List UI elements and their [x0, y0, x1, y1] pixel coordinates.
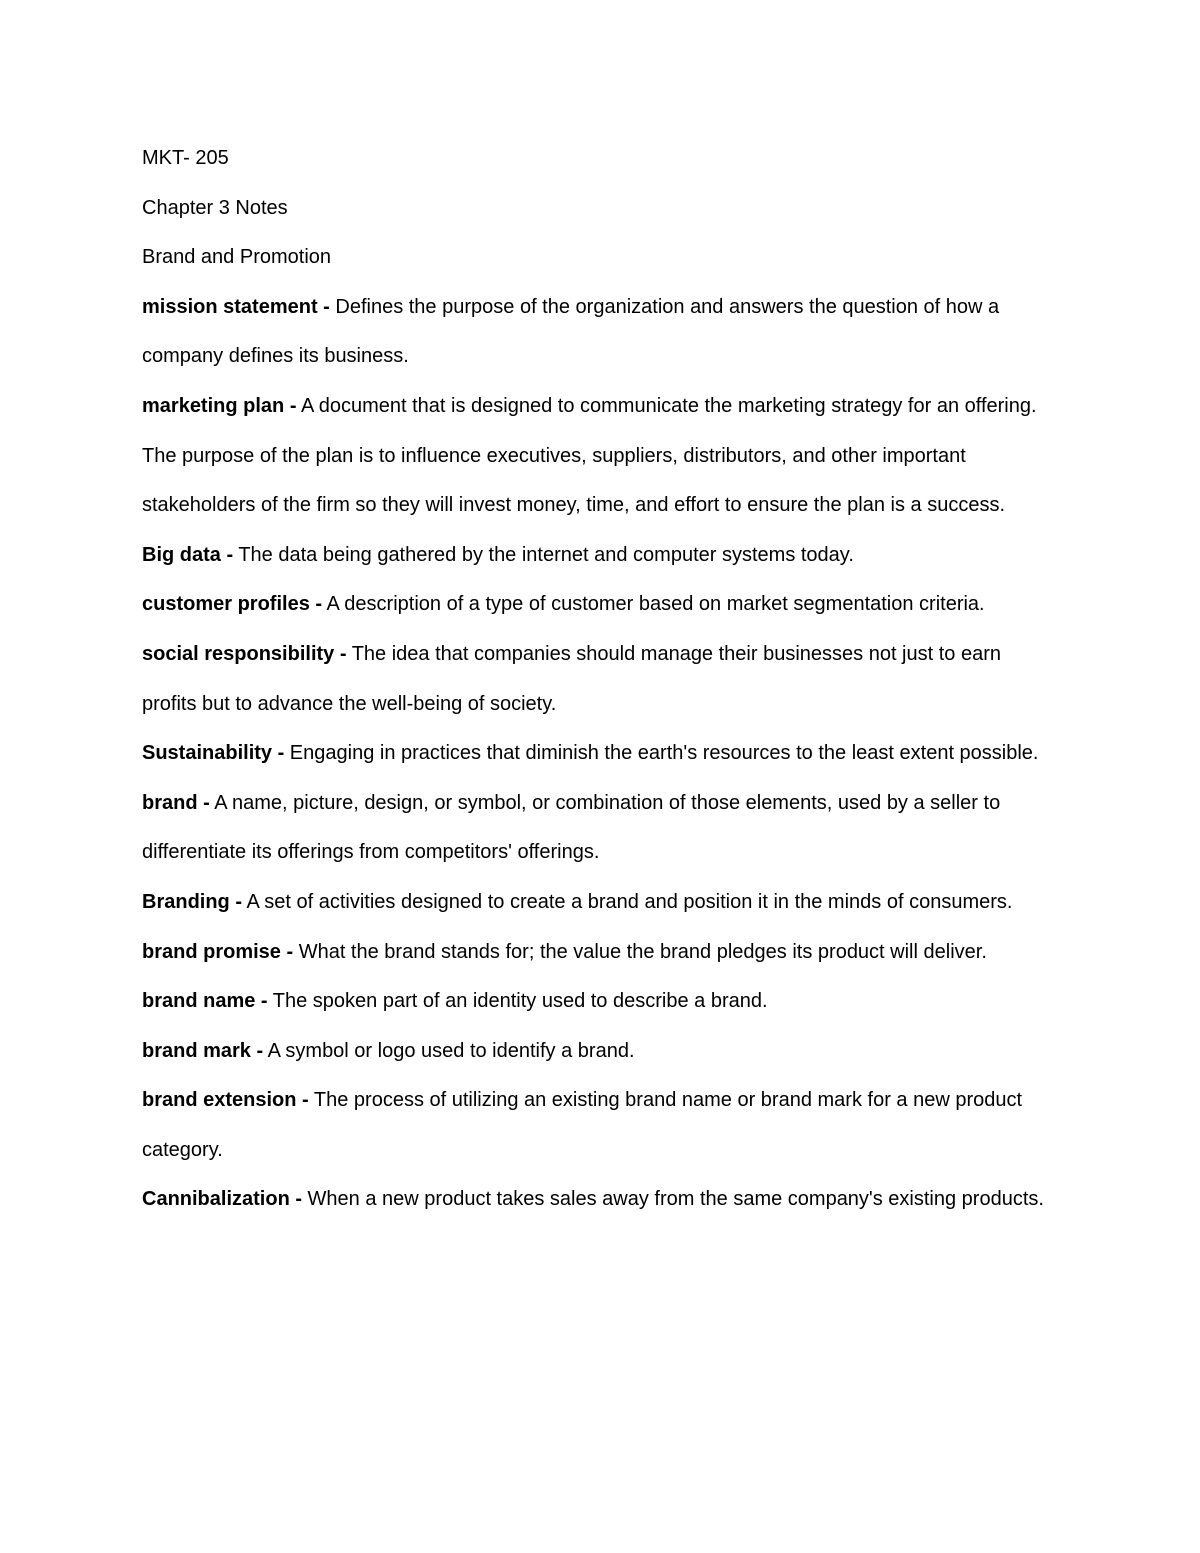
term: customer profiles - [142, 593, 323, 616]
definition: A document that is designed to communicate the marketing strategy for an offering. The purpose of the plan is to influence executives, suppliers, distributors, and other important stakeholders of the firm so they will invest money, time, and effort to ensure the plan is a success. [142, 394, 1037, 517]
definition-entry [142, 928, 1057, 978]
definition-entry [142, 779, 1057, 878]
term: Cannibalization - [142, 1188, 302, 1211]
definition: The spoken part of an identity used to describe a brand. [267, 990, 768, 1013]
term: Big data - [142, 543, 234, 566]
definition-entry [142, 1175, 1057, 1225]
term: Sustainability - [142, 742, 285, 765]
term: brand - [142, 791, 210, 814]
topic-title: Brand and Promotion [142, 246, 332, 269]
chapter-title: Chapter 3 Notes [142, 196, 288, 219]
definition: Engaging in practices that diminish the earth's resources to the least extent possible. [284, 742, 1039, 765]
definition: What the brand stands for; the value the brand pledges its product will deliver. [293, 940, 987, 963]
term: mission statement - [142, 295, 330, 318]
definition: The idea that companies should manage their businesses not just to earn profits but to advance the well-being of society. [142, 642, 1001, 715]
term: social responsibility - [142, 642, 347, 665]
definition-entry [142, 382, 1057, 531]
definition-entry [142, 729, 1057, 779]
definition: Defines the purpose of the organization and answers the question of how a company defines its business. [142, 295, 1000, 368]
term: Branding - [142, 890, 242, 913]
definition: A description of a type of customer based on market segmentation criteria. [322, 593, 985, 616]
term: brand mark - [142, 1039, 264, 1062]
definition-entry [142, 1027, 1057, 1077]
course-code: MKT- 205 [142, 147, 229, 169]
definition: A name, picture, design, or symbol, or combination of those elements, used by a seller to differentiate its offerings from competitors' offerings. [142, 791, 1001, 864]
definition: A set of activities designed to create a brand and position it in the minds of consumers. [242, 890, 1013, 913]
definition: When a new product takes sales away from the same company's existing products. [302, 1188, 1044, 1211]
definition-entry [142, 1076, 1057, 1175]
definition: The process of utilizing an existing brand name or brand mark for a new product category. [142, 1089, 1023, 1161]
definition: The data being gathered by the internet and computer systems today. [233, 543, 854, 566]
definition-entry [142, 977, 1057, 1027]
term: brand name - [142, 990, 268, 1013]
term: marketing plan - [142, 394, 297, 417]
definition-entry [142, 531, 1057, 581]
term: brand promise - [142, 940, 294, 963]
definition: A symbol or logo used to identify a brand. [263, 1039, 635, 1062]
definition-entry [142, 878, 1057, 928]
term: brand extension - [142, 1089, 309, 1112]
definition-entry [142, 580, 1057, 630]
document-page [142, 134, 1062, 1225]
definition-entry [142, 283, 1057, 382]
definition-entry [142, 630, 1057, 729]
